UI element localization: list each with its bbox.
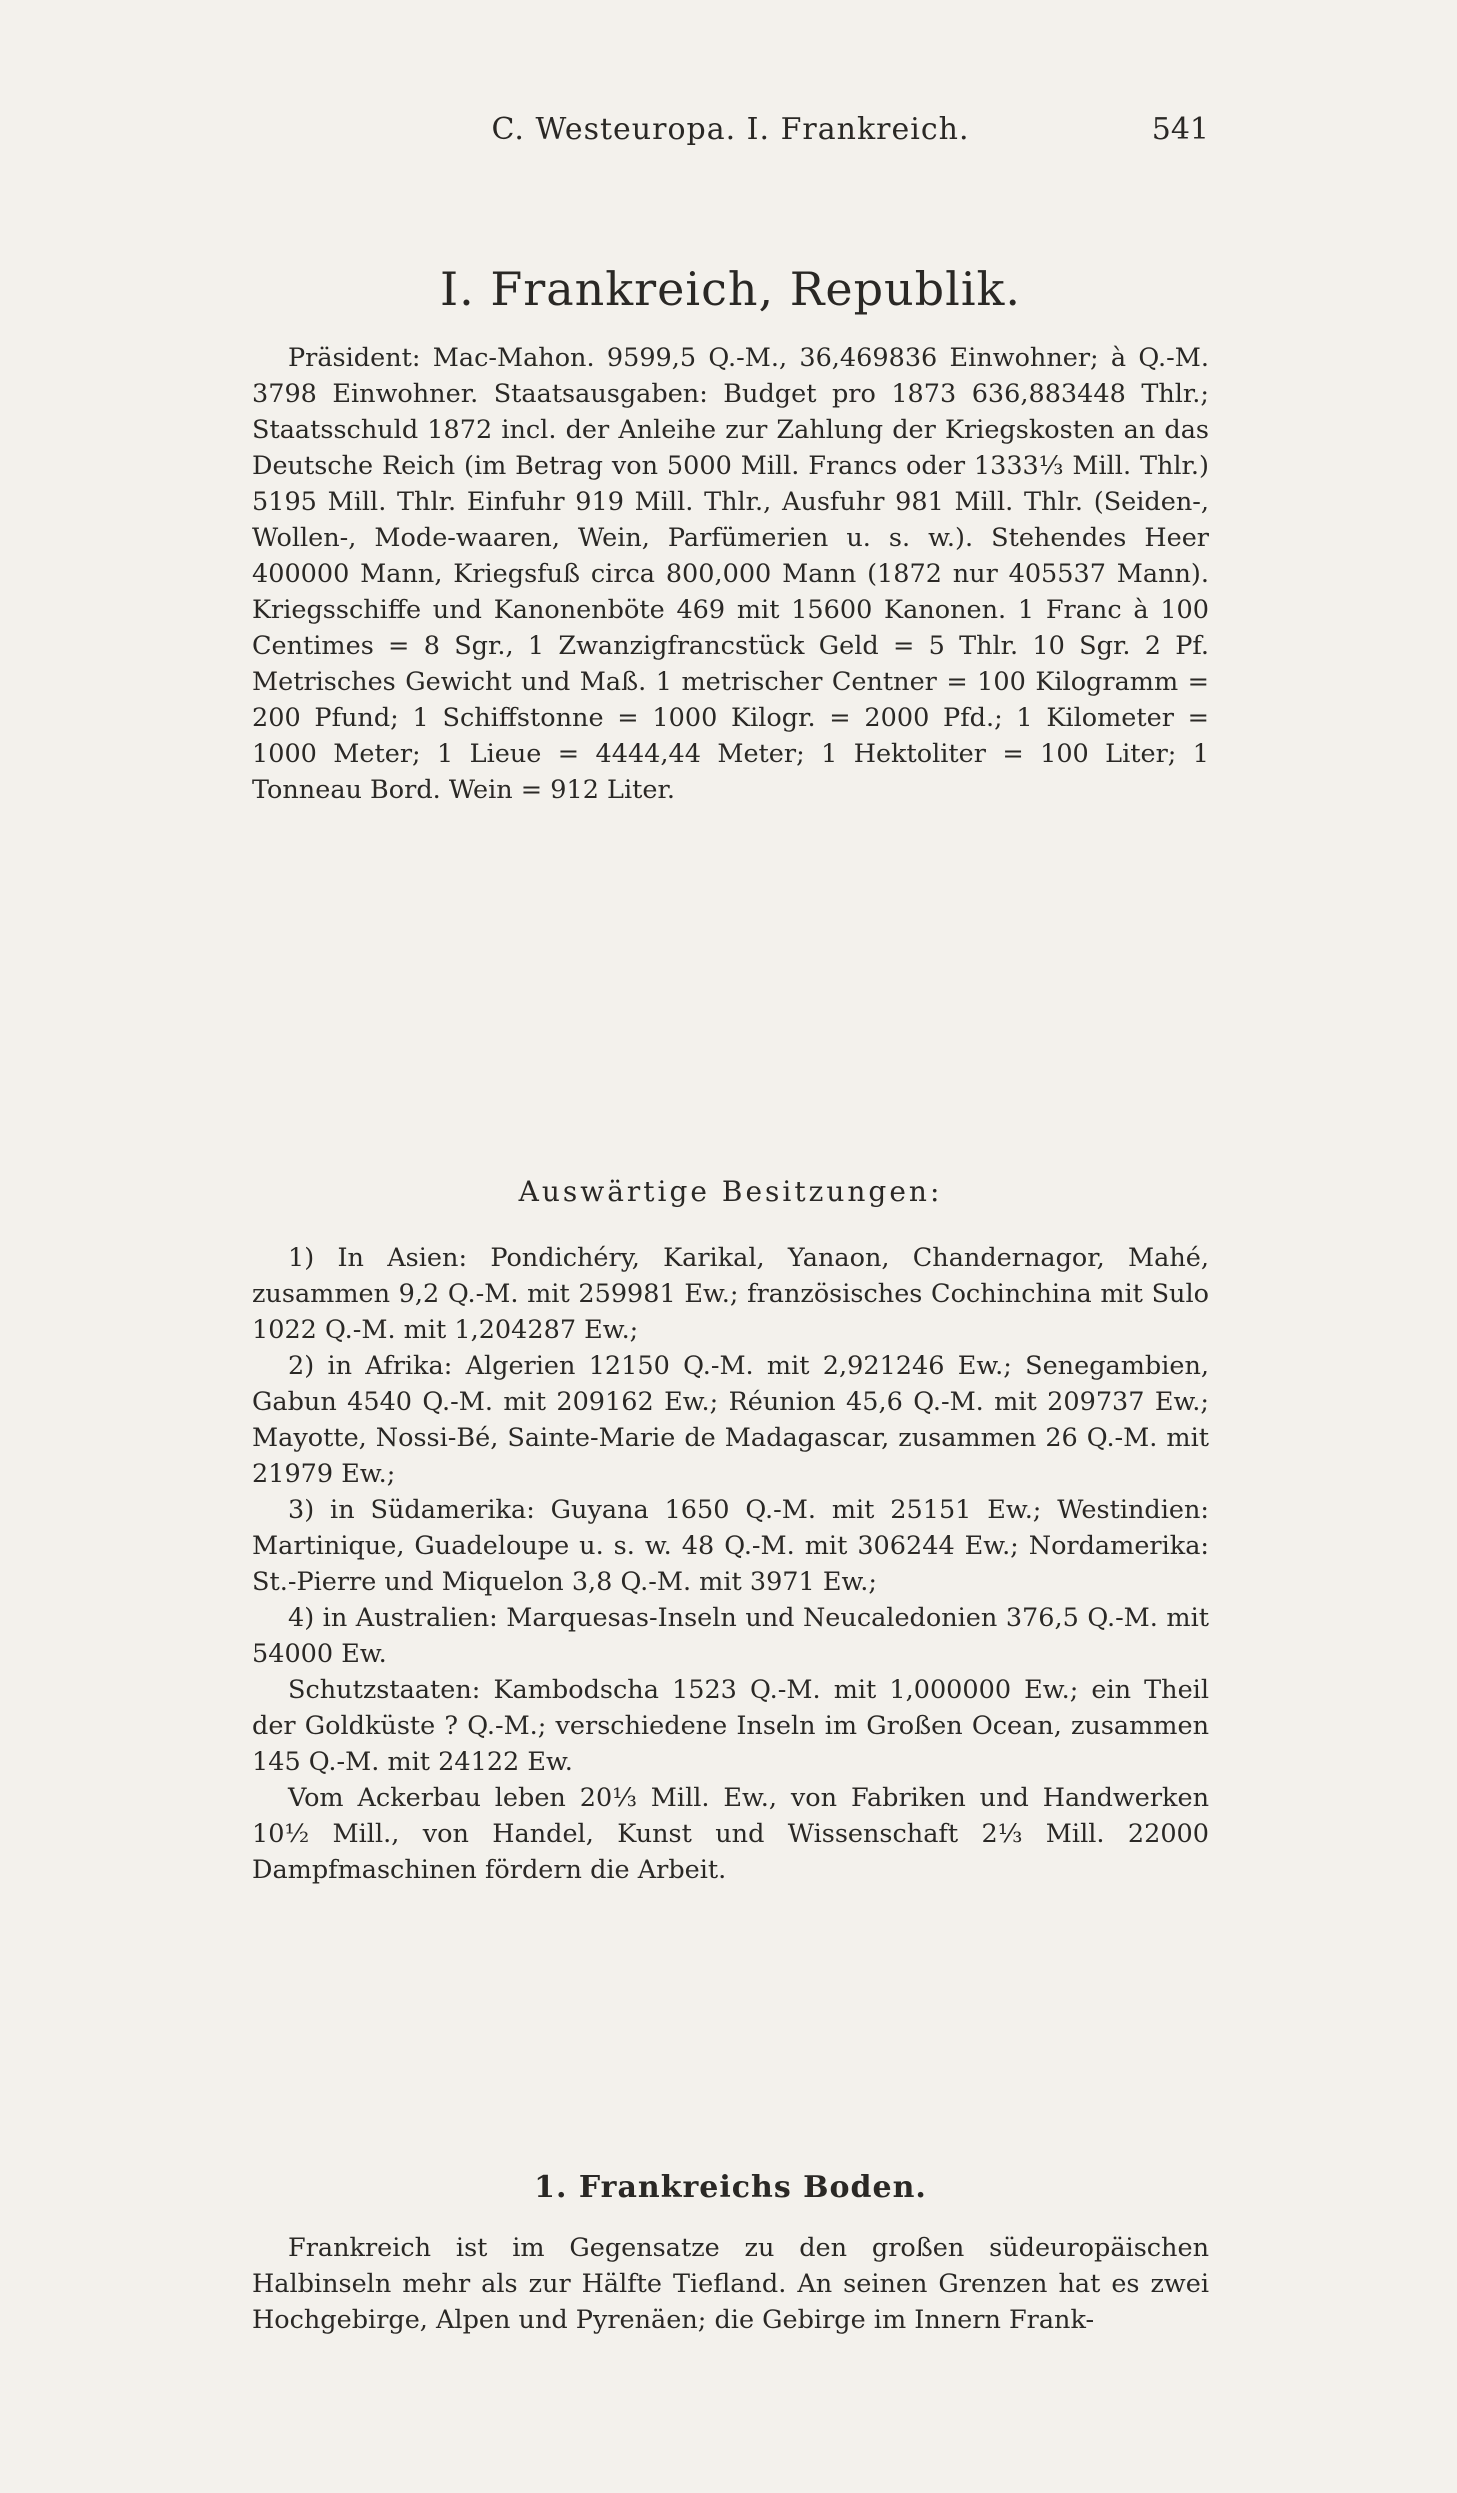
protectorates: Schutzstaaten: Kambodscha 1523 Q.-M. mit 1,000000 Ew.; ein Theil der Goldküste ? Q.-M.; verschiedene Inseln im Großen Ocean, zusammen 145 Q.-M. mit 24122 Ew.: [252, 1675, 1209, 1777]
possessions-list: [252, 1240, 1209, 1888]
occupations: Vom Ackerbau leben 20⅓ Mill. Ew., von Fabriken und Handwerken 10½ Mill., von Handel, Kunst und Wissenschaft 2⅓ Mill. 22000 Dampfmaschinen fördern die Arbeit.: [252, 1783, 1209, 1885]
page-number: 541: [1151, 112, 1209, 147]
possession-america: 3) in Südamerika: Guyana 1650 Q.-M. mit 25151 Ew.; Westindien: Martinique, Guadeloupe u. s. w. 48 Q.-M. mit 306244 Ew.; Nordamerika: St.-Pierre und Miquelon 3,8 Q.-M. mit 3971 Ew.;: [252, 1495, 1209, 1597]
running-head: [252, 112, 1209, 152]
possession-asia: 1) In Asien: Pondichéry, Karikal, Yanaon, Chandernagor, Mahé, zusammen 9,2 Q.-M. mit 259981 Ew.; französisches Cochinchina mit Sulo 1022 Q.-M. mit 1,204287 Ew.;: [252, 1243, 1209, 1345]
possession-africa: 2) in Afrika: Algerien 12150 Q.-M. mit 2,921246 Ew.; Senegambien, Gabun 4540 Q.-M. mit 209162 Ew.; Réunion 45,6 Q.-M. mit 209737 Ew.; Mayotte, Nossi-Bé, Sainte-Marie de Madagascar, zusammen 26 Q.-M. mit 21979 Ew.;: [252, 1351, 1209, 1489]
possession-australia: 4) in Australien: Marquesas-Inseln und Neucaledonien 376,5 Q.-M. mit 54000 Ew.: [252, 1603, 1209, 1669]
chapter-title: I. Frankreich, Republik.: [439, 262, 1022, 316]
section-paragraph: Frankreich ist im Gegensatze zu den großen südeuropäischen Halbinseln mehr als zur Hälfte Tiefland. An seinen Grenzen hat es zwei Hochgebirge, Alpen und Pyrenäen; die Gebirge im Innern Frank-: [252, 2233, 1209, 2335]
section-heading: 1. Frankreichs Boden.: [534, 2170, 927, 2205]
running-head-title: C. Westeuropa. I. Frankreich.: [491, 112, 970, 147]
possessions-heading: Auswärtige Besitzungen:: [518, 1175, 943, 1208]
overview-paragraph: Präsident: Mac-Mahon. 9599,5 Q.-M., 36,469836 Einwohner; à Q.-M. 3798 Einwohner. Staatsausgaben: Budget pro 1873 636,883448 Thlr.; Staatsschuld 1872 incl. der Anleihe zur Zahlung der Kriegskosten an das Deutsche Reich (im Betrag von 5000 Mill. Francs oder 1333⅓ Mill. Thlr.) 5195 Mill. Thlr. Einfuhr 919 Mill. Thlr., Ausfuhr 981 Mill. Thlr. (Seiden-, Wollen-, Mode-waaren, Wein, Parfümerien u. s. w.). Stehendes Heer 400000 Mann, Kriegsfuß circa 800,000 Mann (1872 nur 405537 Mann). Kriegsschiffe und Kanonenböte 469 mit 15600 Kanonen. 1 Franc à 100 Centimes = 8 Sgr., 1 Zwanzigfrancstück Geld = 5 Thlr. 10 Sgr. 2 Pf. Metrisches Gewicht und Maß. 1 metrischer Centner = 100 Kilogramm = 200 Pfund; 1 Schiffstonne = 1000 Kilogr. = 2000 Pfd.; 1 Kilometer = 1000 Meter; 1 Lieue = 4444,44 Meter; 1 Hektoliter = 100 Liter; 1 Tonneau Bord. Wein = 912 Liter.: [252, 343, 1209, 805]
